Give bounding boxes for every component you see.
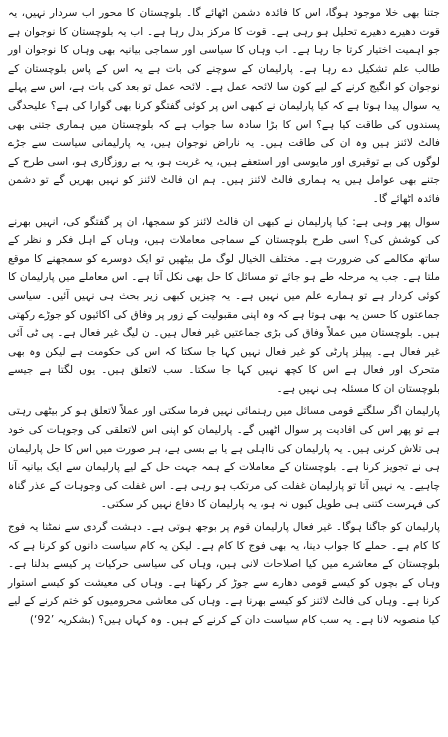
article-paragraph-1: جتنا بھی خلا موجود ہوگا، اس کا فائدہ دشمن اٹھائے گا۔ بلوچستان کا محور اب سردار نہیں، یہ قوت دھیرے دھیرے تحلیل ہو رہی ہے۔ قوت کا مرکز بدل رہا ہے۔ اب یہ بلوچستان کا نوجوان ہے جو اہمیت اختیار کرتا جا رہا ہے۔ اب وہاں کا سیاسی اور سماجی بیانیہ بھی وہاں کا نوجوان اور طالب علم تشکیل دے رہا ہے۔ پارلیمان کے سوچنے کی بات ہے یہ اس کے پاس بلوچستان کے نوجوان کو انگیج کرنے کے لیے کون سا لائحہ عمل ہے۔ لائحہ عمل تو بعد کی بات ہے، اس سے پہلے یہ سوال پیدا ہوتا ہے کہ کیا پارلیمان نے کبھی اس پر کوئی گفتگو کرنا بھی گوارا کی ہے؟ علیحدگی پسندوں کی طاقت کیا ہے؟ اس کا بڑا سادہ سا جواب ہے کہ بلوچستان میں ہماری جتنی بھی فالٹ لائنز ہیں وہ ان کی طاقت ہیں۔ یہ ناراض نوجوان ہیں، یہ پارلیمانی سیاست سے جڑے لوگوں کی بے توقیری اور مایوسی اور استعفے ہیں، یہ غربت ہو، یہ بے روزگاری ہو، اسی طرح کے جتنے بھی عوامل ہیں یہ ہماری فالٹ لائنز ہیں۔ ہم ان فالٹ لائنز کو نہیں بھریں گے تو دشمن فائدہ اٹھائے گا۔ [8,7,440,205]
article-body [8,4,440,630]
article-credit: (بشکریہ ’92‘) [29,614,95,626]
article-paragraph-4 [8,518,440,630]
article-paragraph-3: پارلیمان اگر سلگتے قومی مسائل میں رہنمائی نہیں فرما سکتی اور عملاً لاتعلق ہو کر بیٹھی رہتی ہے تو پھر اس کی افادیت پر سوال اٹھیں گے۔ پارلیمان کو اپنی اس لاتعلقی کی وجوہات کی خود ہی تلاش کرنی ہیں۔ یہ پارلیمان کی نااہلی ہے یا بے بسی ہے، ہر صورت میں اس کا حل پارلیمان ہی نے تجویز کرنا ہے۔ بلوچستان کے معاملات کے ہمہ جہت حل کے لیے پارلیمان سے ایک بیانیہ آنا چاہیے۔ یہ نہیں آتا تو پارلیمان غفلت کی مرتکب ہو رہی ہے۔ اس غفلت کی وجوہات کے عذر گناہ کی فہرست کتنی ہی طویل کیوں نہ ہو، یہ پارلیمان کا دفاع نہیں کر سکتی۔ [8,405,440,511]
article-paragraph-4-text: پارلیمان کو جاگنا ہوگا۔ غیر فعال پارلیمان قوم پر بوجھ ہوتی ہے۔ دہشت گردی سے نمٹنا یہ فوج کا کام ہے۔ حملے کا جواب دینا، یہ بھی فوج کا کام ہے۔ لیکن یہ کام سیاست دانوں کو کرنا ہے کہ بلوچستان کے معاشرے میں کیا اصلاحات لانی ہیں، وہاں کی سیاسی حرکیات پر کیسے بدلنا ہے۔ وہاں کے بچوں کو کیسے قومی دھارے سے جوڑ کر رکھنا ہے۔ وہاں کی معیشت کو کیسے استوار کرنا ہے۔ وہاں کی فالٹ لائنز کو کیسے بھرنا ہے۔ وہاں کی معاشی محرومیوں کو ختم کرنے کے لیے کیا منصوبہ لانا ہے۔ یہ سب کام سیاست دان کے کرنے کے ہیں۔ وہ کہاں ہیں؟ [8,521,440,626]
article-paragraph-2: سوال پھر وہی ہے: کیا پارلیمان نے کبھی ان فالٹ لائنز کو سمجھا، ان پر گفتگو کی، انہیں بھرنے کی کوشش کی؟ اسی طرح بلوچستان کے سماجی معاملات ہیں، وہاں کے اہل فکر و نظر کے ساتھ مکالمے کی ضرورت ہے۔ مختلف الخیال لوگ مل بیٹھیں تو ایک دوسرے کو سمجھنے کا موقع ملتا ہے۔ جب یہ مرحلہ طے ہو جائے تو مسائل کا حل بھی نکل آتا ہے۔ اس معاملے میں پارلیمان کا کوئی کردار ہے تو ہمارے علم میں نہیں ہے۔ یہ چیزیں کبھی زیر بحث ہی نہیں آئیں۔ سیاسی جماعتوں کا حسن یہ بھی ہوتا ہے کہ وہ اپنی مقبولیت کے زور پر وفاق کی اکائیوں کو جوڑے رکھتی ہیں۔ بلوچستان میں عملاً وفاق کی بڑی جماعتیں غیر فعال ہیں۔ ن لیگ غیر فعال ہے۔ پی ٹی آئی غیر فعال ہے۔ پیپلز پارٹی کو غیر فعال نہیں کہا جا سکتا کہ اس کی حکومت ہے لیکن وہ بھی متحرک اور فعال ہے اس کا کچھ نہیں کہا جا سکتا۔ سب لاتعلق ہیں۔ یوں لگتا ہے جیسے بلوچستان ان کا مسئلہ ہی نہیں ہے۔ [8,215,440,395]
